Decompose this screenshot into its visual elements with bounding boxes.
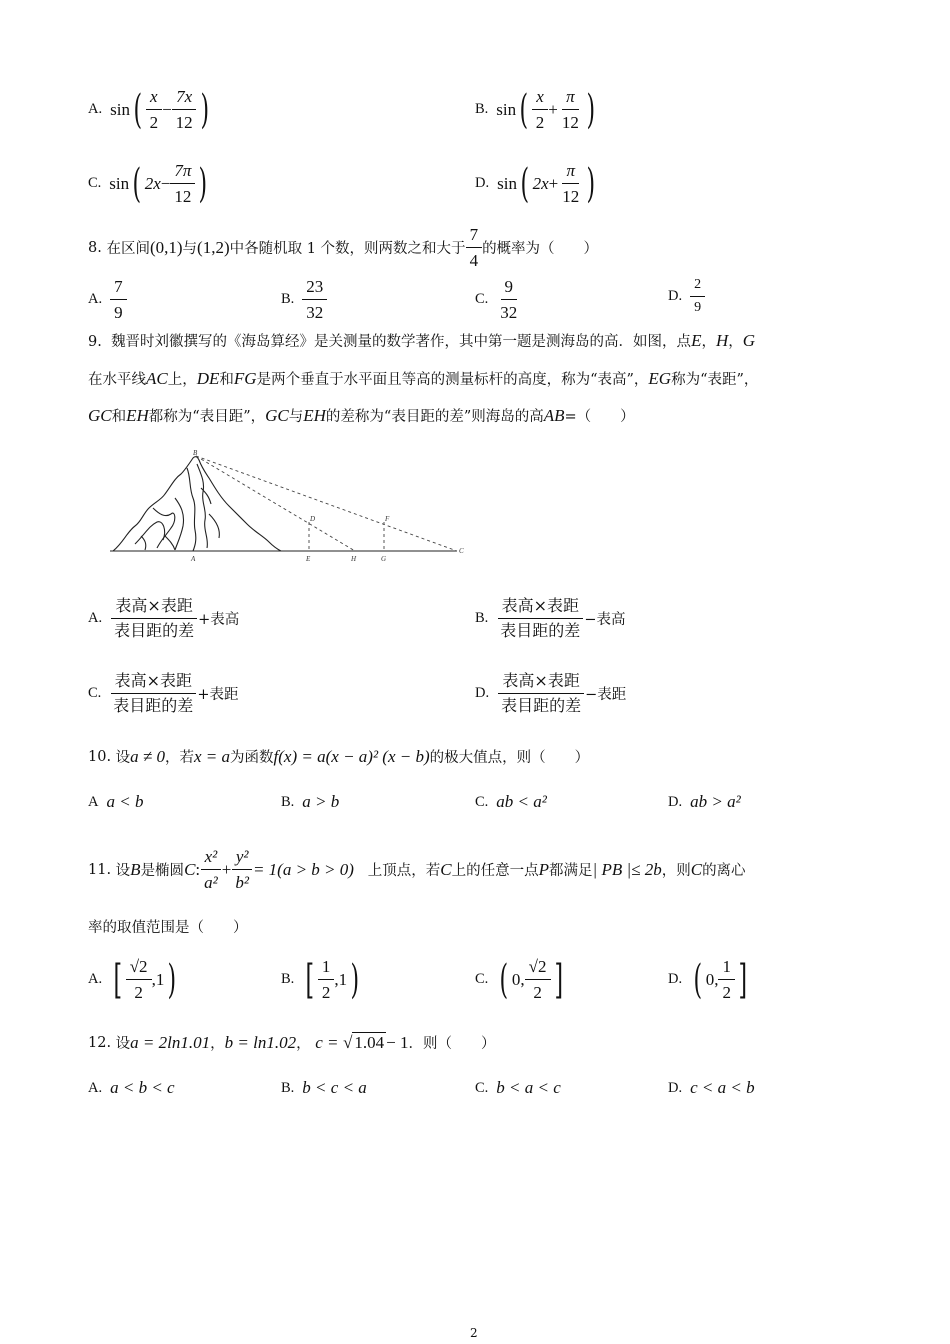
q7-option-d[interactable]: D. sin ( 2x + $\frac{\pi}{12}$ ) (475, 160, 596, 207)
q9-stem-line3: GC和EH都称为“表目距”，GC与EH的差称为“表目距的差”则海岛的高AB=（ ） (88, 406, 635, 425)
label-f: F (385, 515, 390, 523)
q8-option-b[interactable]: B. $\frac{23}{32}$ (281, 276, 327, 324)
q10-option-d[interactable]: D. ab > a² (668, 792, 741, 811)
label-b: B (193, 449, 198, 457)
q12-option-b[interactable]: B. b < c < a (281, 1078, 367, 1097)
label-d: D (310, 515, 316, 523)
q10-option-c[interactable]: C. ab < a² (475, 792, 547, 811)
q12-option-a[interactable]: A. a < b < c (88, 1078, 175, 1097)
q11-option-b[interactable]: B. [ $\frac{1}{2}$ ,1 ) (281, 956, 360, 1003)
island-survey-figure (105, 448, 475, 566)
q8-option-a[interactable]: A. $\frac{7}{9}$ (88, 276, 127, 324)
q11-option-a[interactable]: A. [ $\frac{√2}{2}$ ,1 ) (88, 956, 177, 1003)
label-h: H (351, 555, 357, 563)
label-e: E (306, 555, 311, 563)
q7-option-b[interactable]: B. sin ( $\frac{x}{2}$ + $\frac{\pi}{12}$ ) (475, 86, 595, 133)
q10-stem: 10. 设 a ≠ 0 ，若 x = a 为函数 f(x) = a(x − a)² (x − b) 的极大值点，则（ ） (88, 746, 590, 766)
q12-stem: 12. 设 a = 2ln1.01 ， b = ln1.02 ， c = √ 1.04 − 1 ．则（ ） (88, 1032, 496, 1052)
option-label: A. (88, 101, 103, 118)
q8-stem: 8. 在区间 (0,1) 与 (1,2) 中各随机取 1 个数，则两数之和大于 $\frac{7}{4}$ 的概率为（ ） (88, 225, 599, 271)
sight-line-bh (196, 456, 355, 551)
q11-stem-line1: 11. 设 B 是椭圆 C : $\frac{\text{x²}}{\text{a²}}$ + $\frac{\text{y²}}{\text{b²}}$ = 1(a > b > 0) 上顶点，若 C 上的任意一点 P 都满足 | PB |≤ 2b ，则 C 的离心 (88, 847, 746, 893)
q8-option-d[interactable]: D. $\frac{2}{9}$ (668, 276, 705, 316)
mountain-outline (113, 457, 281, 551)
q10-option-b[interactable]: B. a > b (281, 792, 340, 811)
q9-option-c[interactable]: C. $\frac{\text{表高×表距}}{\text{表目距的差}}$ +表距 (88, 671, 239, 715)
q12-option-d[interactable]: D. c < a < b (668, 1078, 755, 1097)
q12-option-c[interactable]: C. b < a < c (475, 1078, 561, 1097)
q11-option-d[interactable]: D. ( 0, $\frac{1}{2}$ ] (668, 956, 748, 1003)
label-c: C (459, 547, 464, 555)
q9-stem-line1: 9. 魏晋时刘徽撰写的《海岛算经》是关测量的数学著作，其中第一题是测海岛的高．如图，点E，H，G (88, 331, 756, 350)
page-number: 2 (470, 1326, 478, 1340)
q9-option-a[interactable]: A. $\frac{\text{表高×表距}}{\text{表目距的差}}$ +表高 (88, 596, 240, 640)
q10-option-a[interactable]: A a < b (88, 792, 144, 811)
q9-option-b[interactable]: B. $\frac{\text{表高×表距}}{\text{表目距的差}}$ −表高 (475, 596, 626, 640)
q9-stem-line2: 在水平线AC上，DE和FG是两个垂直于水平面且等高的测量标杆的高度，称为“表高”，EG称为“表距”， (88, 369, 759, 388)
q11-stem-line2: 率的取值范围是（ ） (88, 920, 248, 936)
q8-option-c[interactable]: C. $\frac{9}{32}$ (475, 277, 518, 323)
q9-option-d[interactable]: D. $\frac{\text{表高×表距}}{\text{表目距的差}}$ −表距 (475, 671, 627, 715)
q7-option-a[interactable]: A. sin ( $\frac{x}{2}$ − $\frac{7x}{12}$ ) (88, 86, 209, 133)
label-a: A (191, 555, 196, 563)
q7-option-c[interactable]: C. sin ( 2x − $\frac{7\pi}{12}$ ) (88, 160, 208, 207)
label-g: G (381, 555, 387, 563)
sight-line-bc (196, 456, 457, 551)
q11-option-c[interactable]: C. ( 0, $\frac{√2}{2}$ ] (475, 956, 563, 1003)
